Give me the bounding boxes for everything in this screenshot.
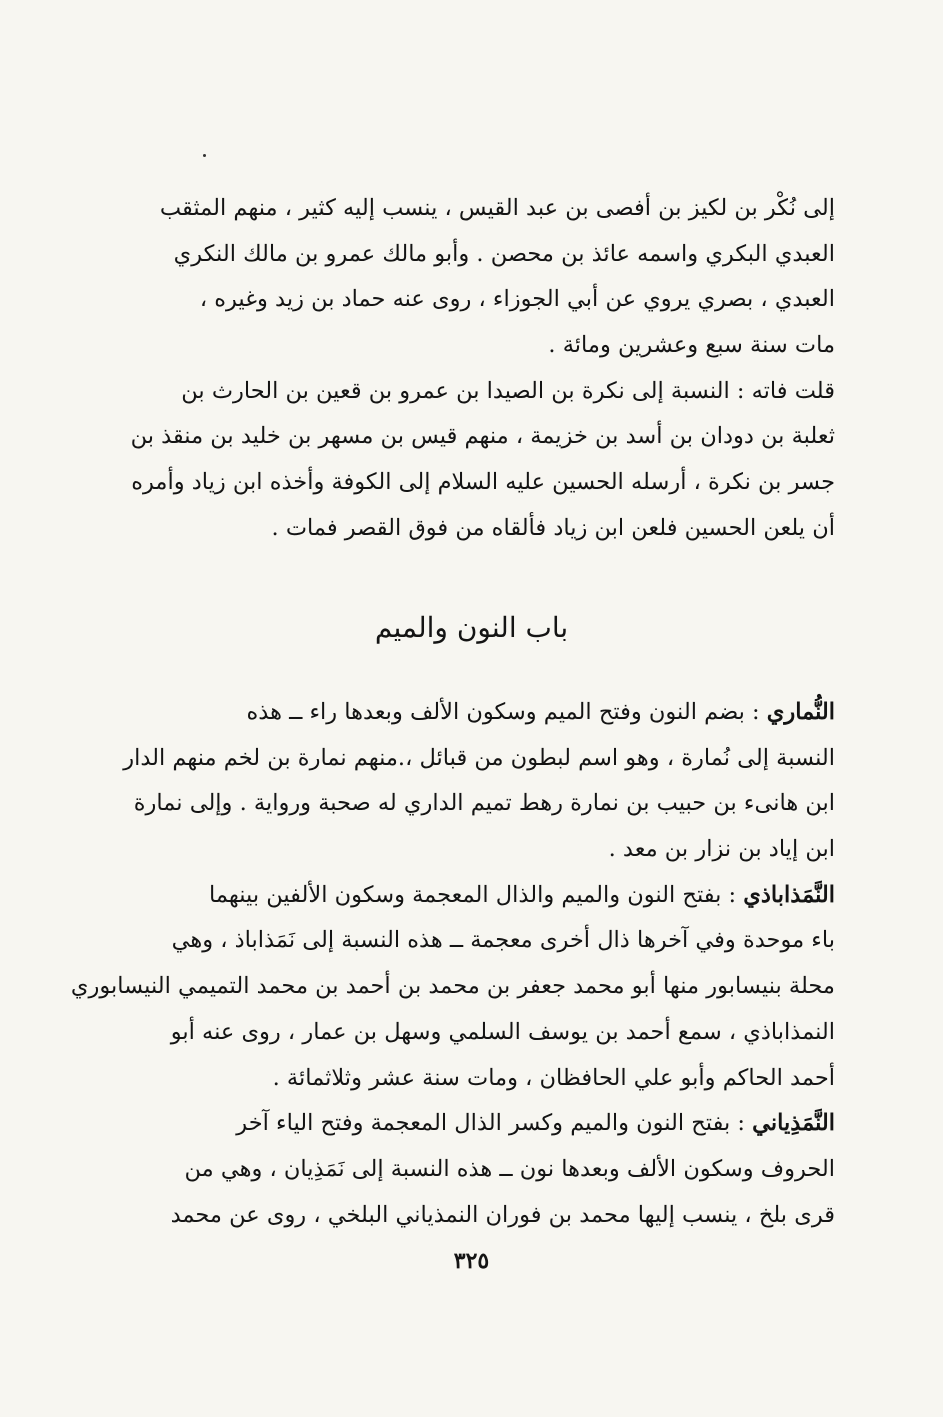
text-line: ثعلبة بن دودان بن أسد بن خزيمة ، منهم قيس بن مسهر بن خليد بن منقذ بن bbox=[130, 423, 835, 450]
text-line: العبدي البكري واسمه عائذ بن محصن . وأبو مالك عمرو بن مالك النكري bbox=[173, 240, 835, 267]
text-line: باء موحدة وفي آخرها ذال أخرى معجمة ــ هذه النسبة إلى نَمَذاباذ ، وهي bbox=[171, 927, 835, 954]
text-line: قرى بلخ ، ينسب إليها محمد بن فوران النمذياني البلخي ، روى عن محمد bbox=[170, 1201, 835, 1228]
entry-definition: : بفتح النون والميم والذال المعجمة وسكون الألفين بينهما bbox=[209, 881, 744, 908]
text-line: جسر بن نكرة ، أرسله الحسين عليه السلام إلى الكوفة وأخذه ابن زياد وأمره bbox=[131, 469, 835, 496]
text-line: إلى نُكْر بن لكيز بن أفصى بن عبد القيس ، ينسب إليه كثير ، منهم المثقب bbox=[159, 195, 835, 221]
text-line: محلة بنيسابور منها أبو محمد جعفر بن محمد بن أحمد بن محمد التميمي النيسابوري bbox=[70, 973, 835, 1000]
entry-first-line bbox=[150, 873, 835, 919]
ink-speck bbox=[203, 154, 206, 157]
entry-term: النَّمَذاباذي bbox=[743, 881, 835, 908]
text-line: النمذاباذي ، سمع أحمد بن يوسف السلمي وسهل بن عمار ، روى عنه أبو bbox=[170, 1018, 835, 1045]
text-line: قلت فاته : النسبة إلى نكرة بن الصيدا بن عمرو بن قعين بن الحارث بن bbox=[181, 377, 835, 404]
text-line: أن يلعن الحسين فلعن ابن زياد فألقاه من فوق القصر فمات . bbox=[271, 514, 835, 541]
entry-first-line bbox=[150, 1101, 835, 1147]
entry-definition: : بفتح النون والميم وكسر الذال المعجمة وفتح الياء آخر bbox=[236, 1110, 753, 1137]
continuation-paragraph bbox=[130, 186, 835, 552]
text-line: الحروف وسكون الألف وبعدها نون ــ هذه النسبة إلى نَمَذِيان ، وهي من bbox=[184, 1155, 835, 1182]
entry-definition: : بضم النون وفتح الميم وسكون الألف وبعدها راء ــ هذه bbox=[246, 699, 767, 725]
entry-term: النُّماري bbox=[766, 699, 835, 725]
text-line: ابن هانىء بن حبيب بن نمارة رهط تميم الداري له صحبة ورواية . وإلى نمارة bbox=[133, 790, 835, 817]
chapter-heading: باب النون والميم bbox=[374, 611, 569, 644]
entry-term: النَّمَذِياني bbox=[752, 1110, 835, 1137]
text-line: العبدي ، بصري يروي عن أبي الجوزاء ، روى عنه حماد بن زيد وغيره ، bbox=[199, 286, 835, 313]
text-line: النسبة إلى نُمارة ، وهو اسم لبطون من قبائل ،.منهم نمارة بن لخم منهم الدار bbox=[123, 744, 835, 771]
entry-first-line bbox=[150, 690, 835, 736]
text-line: مات سنة سبع وعشرين ومائة . bbox=[548, 332, 835, 359]
entries-block bbox=[70, 690, 835, 1238]
text-line: ابن إياد بن نزار بن معد . bbox=[608, 836, 835, 863]
page-number: ٣٢٥ bbox=[453, 1248, 490, 1274]
text-line: أحمد الحاكم وأبو علي الحافظان ، ومات سنة عشر وثلاثمائة . bbox=[272, 1064, 835, 1091]
